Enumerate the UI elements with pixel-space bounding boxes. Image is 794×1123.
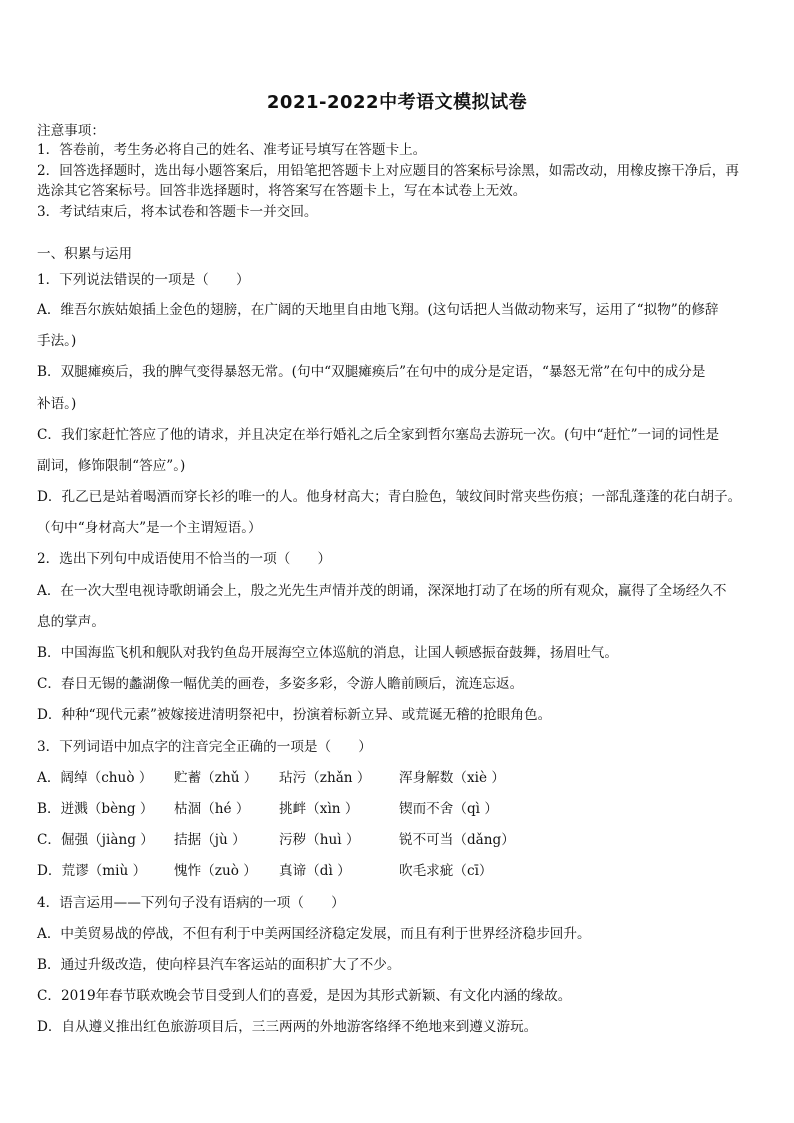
q4-option-d: D．自从遵义推出红色旅游项目后，三三两两的外地游客络绎不绝地来到遵义游玩。 xyxy=(37,1019,538,1035)
notice-heading: 注意事项： xyxy=(37,123,105,139)
q3-word: 锲而不舍（qì ） xyxy=(399,801,498,817)
q2-stem: 2．选出下列句中成语使用不恰当的一项（ ） xyxy=(37,551,332,567)
q3-word: 锐不可当（dǎng） xyxy=(399,832,515,848)
q1-option-d: D．孔乙已是站着喝酒而穿长衫的唯一的人。他身材高大；青白脸色，皱纹间时常夹些伤痕；一部乱蓬蓬的花白胡子。 xyxy=(37,489,742,505)
q1-option-b: B．双腿瘫痪后，我的脾气变得暴怒无常。(句中“双腿瘫痪后”在句中的成分是定语，“暴怒无常”在句中的成分是 xyxy=(37,364,706,380)
q2-option-c: C．春日无锡的蠡湖像一幅优美的画卷，多姿多彩，令游人瞻前顾后，流连忘返。 xyxy=(37,676,524,692)
q3-option-row-d xyxy=(37,862,765,880)
section-heading: 一、积累与运用 xyxy=(37,246,133,262)
q1-stem: 1．下列说法错误的一项是（ ） xyxy=(37,272,250,288)
q3-word: 浑身解数（xiè ） xyxy=(399,770,505,786)
notice-item-3: 3．考试结束后，将本试卷和答题卡一并交回。 xyxy=(37,204,318,220)
q1-option-c: C．我们家赶忙答应了他的请求，并且决定在举行婚礼之后全家到哲尔塞岛去游玩一次。(句中“赶忙”一词的词性是 xyxy=(37,427,720,443)
q3-word: 挑衅（xìn ） xyxy=(279,801,359,817)
q3-word: 枯涸（hé ） xyxy=(174,801,250,817)
notice-item-2: 2．回答选择题时，选出每小题答案后，用铅笔把答题卡上对应题目的答案标号涂黑，如需改动，用橡皮擦干净后，再 xyxy=(37,163,739,179)
q3-word: 玷污（zhǎn ） xyxy=(279,770,371,786)
q3-word: C．倔强（jiàng ） xyxy=(37,832,154,848)
q3-word: 愧怍（zuò ） xyxy=(174,863,257,879)
q3-word: D．荒谬（miù ） xyxy=(37,863,147,879)
q4-stem: 4．语言运用——下列句子没有语病的一项（ ） xyxy=(37,895,345,911)
q1-option-a: A．维吾尔族姑娘插上金色的翅膀，在广阔的天地里自由地飞翔。(这句话把人当做动物来写，运用了“拟物”的修辞 xyxy=(37,302,719,318)
q3-option-row-c xyxy=(37,831,765,849)
q4-option-b: B．通过升级改造，使向梓县汽车客运站的面积扩大了不少。 xyxy=(37,957,401,973)
q3-option-row-b xyxy=(37,800,765,818)
q1-option-a-cont: 手法。) xyxy=(37,333,77,349)
exam-title: 2021-2022中考语文模拟试卷 xyxy=(266,92,528,113)
q3-word: A．阔绰（chuò ） xyxy=(37,770,153,786)
q3-word: 污秽（huì ） xyxy=(279,832,360,848)
q1-option-d-cont: （句中“身材高大”是一个主谓短语。） xyxy=(37,520,262,536)
notice-item-2-cont: 选涂其它答案标号。回答非选择题时，将答案写在答题卡上，写在本试卷上无效。 xyxy=(37,183,527,199)
q3-option-row-a xyxy=(37,769,765,787)
q3-word: 真谛（dì ） xyxy=(279,863,351,879)
q2-option-b: B．中国海监飞机和舰队对我钓鱼岛开展海空立体巡航的消息，让国人顿感振奋鼓舞，扬眉吐气。 xyxy=(37,645,618,661)
q4-option-c: C．2019年春节联欢晚会节目受到人们的喜爱，是因为其形式新颖、有文化内涵的缘故。 xyxy=(37,988,572,1004)
q1-option-b-cont: 补语。) xyxy=(37,396,77,412)
q1-option-c-cont: 副词，修饰限制“答应”。) xyxy=(37,458,186,474)
q4-option-a: A．中美贸易战的停战，不但有利于中美两国经济稳定发展，而且有利于世界经济稳步回升。 xyxy=(37,926,591,942)
q2-option-a-cont: 息的掌声。 xyxy=(37,614,105,630)
q3-word: 拮据（jù ） xyxy=(174,832,246,848)
q3-stem: 3．下列词语中加点字的注音完全正确的一项是（ ） xyxy=(37,739,372,755)
q3-word: 吹毛求疵（cī） xyxy=(399,863,493,879)
notice-item-1: 1．答卷前，考生务必将自己的姓名、准考证号填写在答题卡上。 xyxy=(37,142,427,158)
q3-word: 贮蓄（zhǔ ） xyxy=(174,770,258,786)
q3-word: B．迸溅（bèng ） xyxy=(37,801,154,817)
q2-option-a: A．在一次大型电视诗歌朗诵会上，殷之光先生声情并茂的朗诵，深深地打动了在场的所有观众，赢得了全场经久不 xyxy=(37,583,727,599)
q2-option-d: D．种种“现代元素”被嫁接进清明祭祀中，扮演着标新立异、或荒诞无稽的抢眼角色。 xyxy=(37,707,552,723)
